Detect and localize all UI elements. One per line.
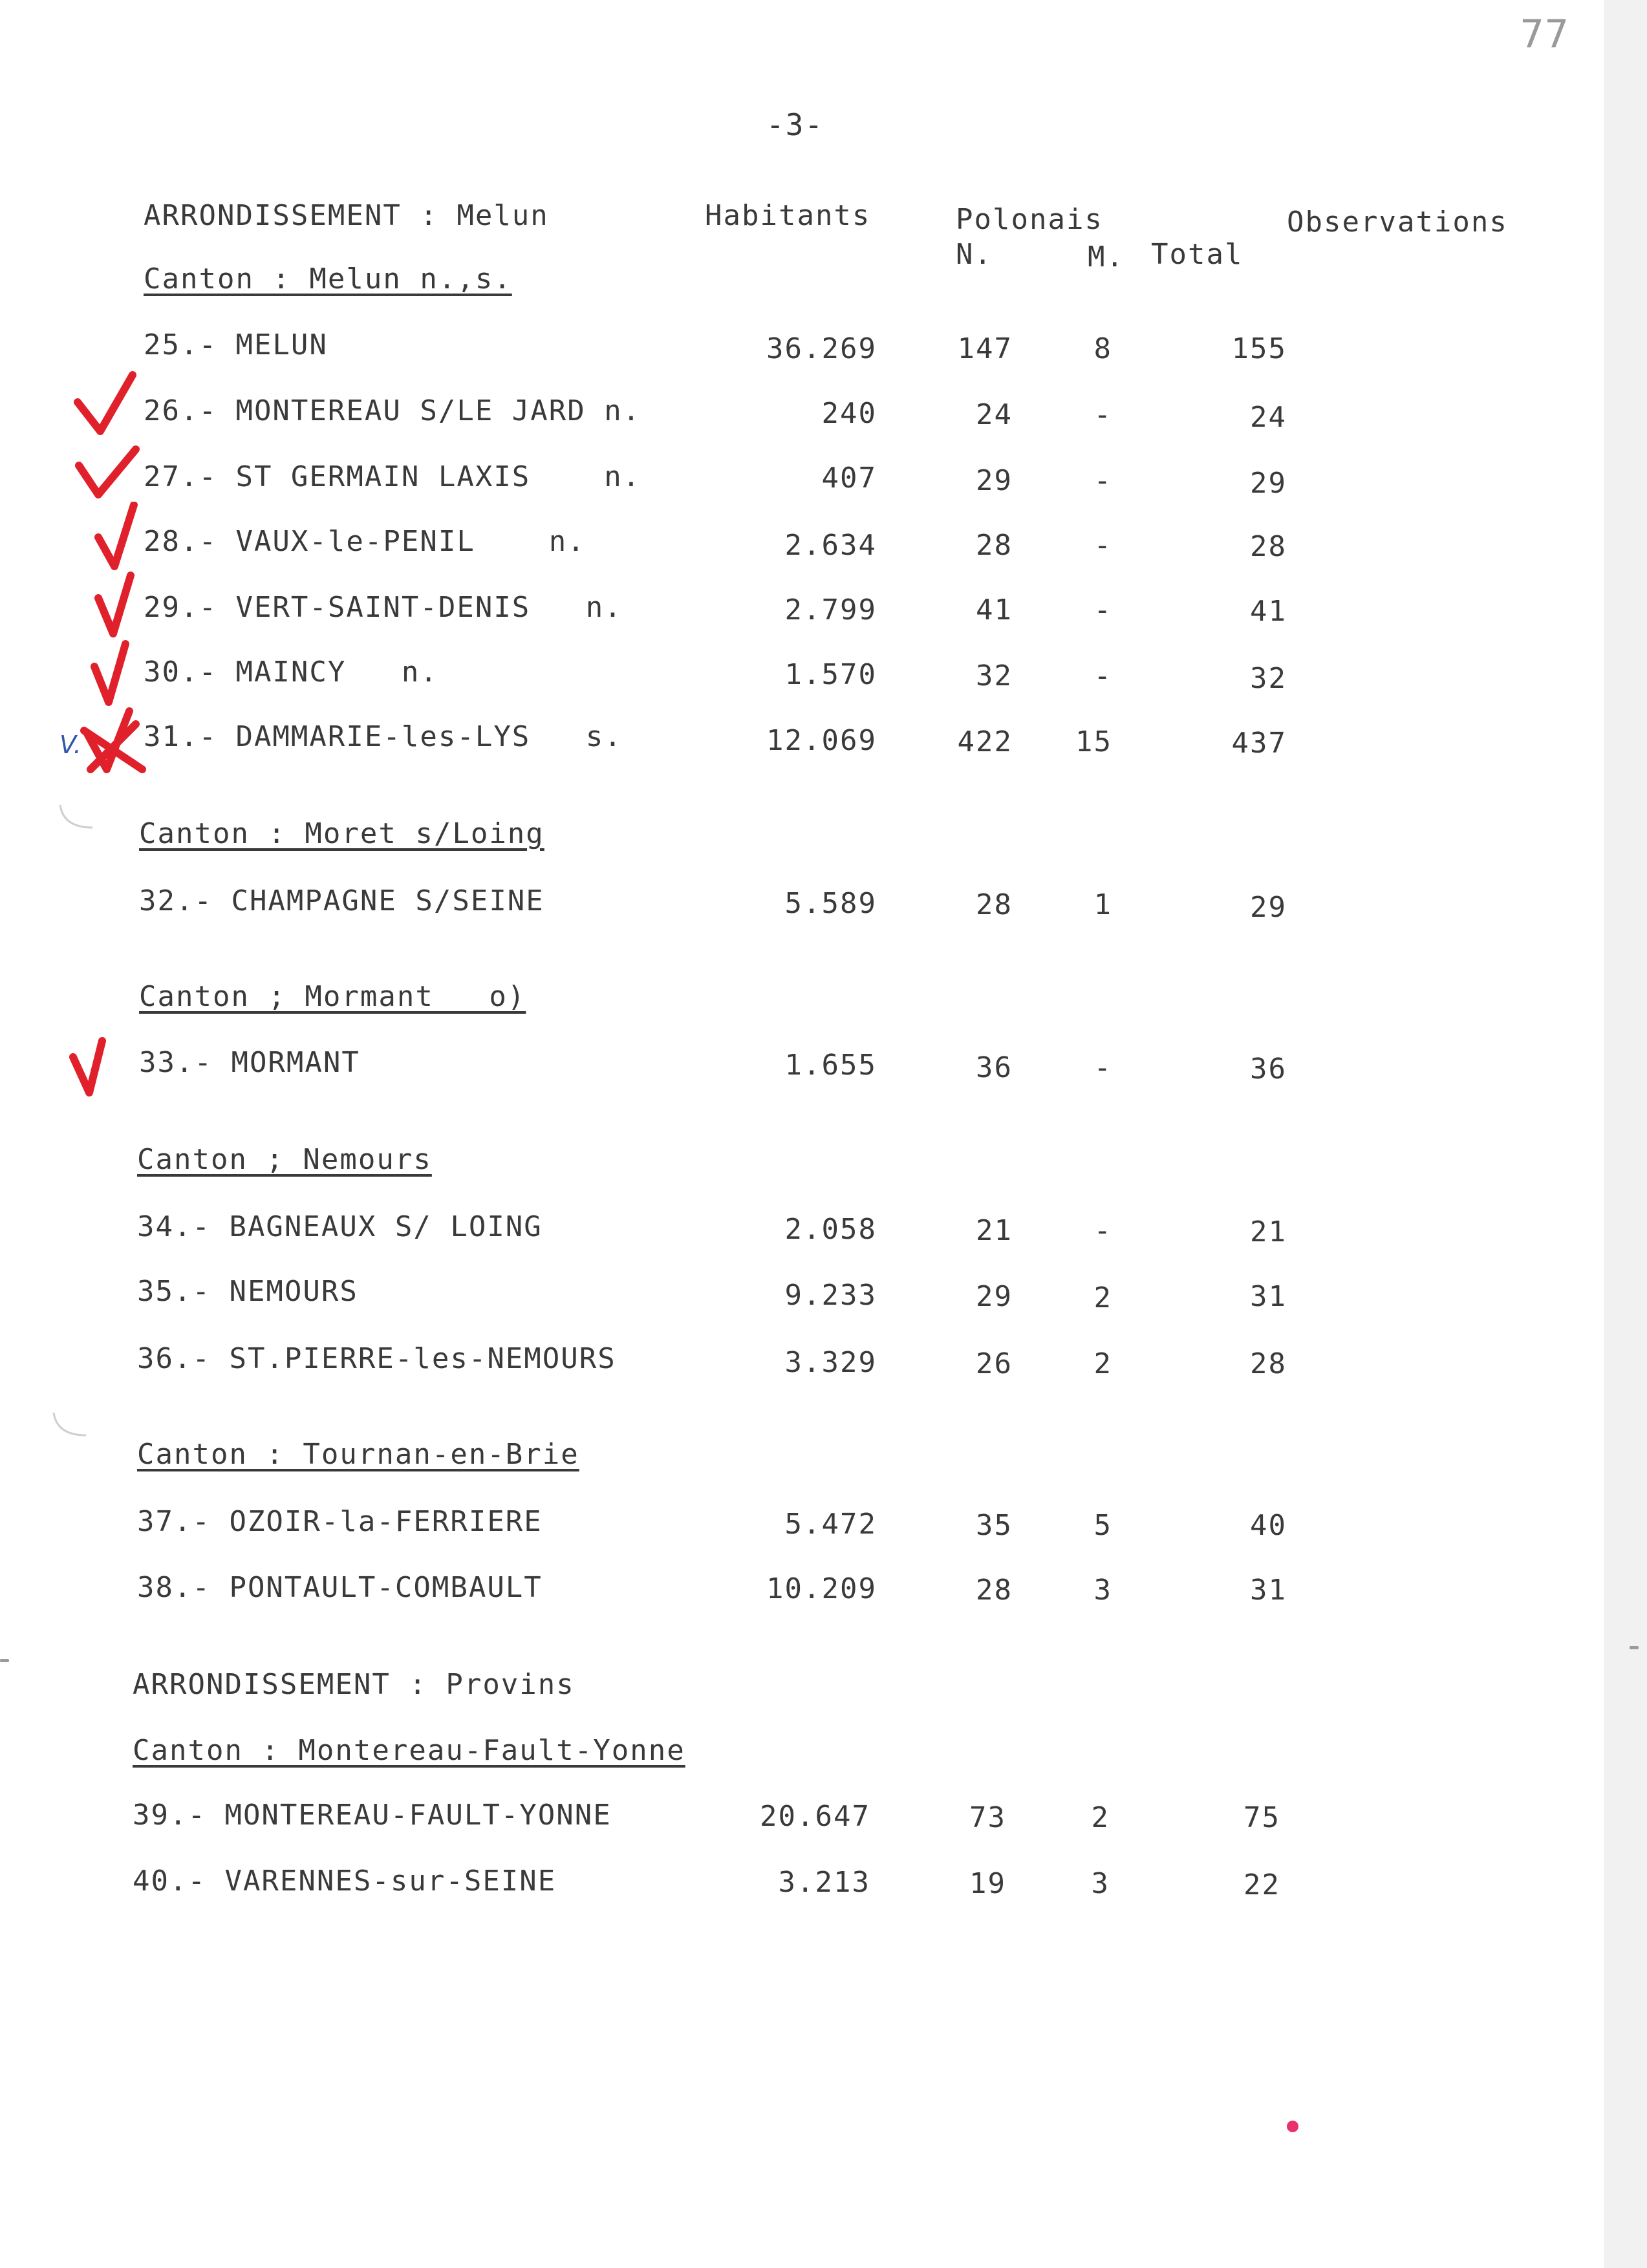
commune-label: 29.- VERT-SAINT-DENIS n. (144, 591, 623, 624)
habitants-value: 12.069 (766, 724, 877, 757)
polonais-m-value: 1 (1093, 888, 1112, 921)
red-checkmark-icon (63, 1034, 135, 1106)
polonais-n-value: 73 (969, 1801, 1006, 1834)
habitants-value: 5.589 (784, 887, 877, 920)
polonais-n-value: 26 (976, 1347, 1013, 1380)
polonais-n-value: 422 (957, 725, 1013, 758)
total-value: 155 (1231, 332, 1287, 365)
polonais-n-value: 21 (976, 1214, 1013, 1247)
commune-label: 38.- PONTAULT-COMBAULT (137, 1571, 543, 1604)
red-checkmark-icon (80, 637, 151, 709)
total-value: 437 (1231, 727, 1287, 760)
habitants-value: 10.209 (766, 1572, 877, 1605)
total-value: 29 (1250, 891, 1287, 924)
total-value: 22 (1243, 1868, 1280, 1901)
total-value: 29 (1250, 467, 1287, 500)
pink-ink-dot (1287, 2121, 1298, 2132)
canton-heading: Canton : Tournan-en-Brie (137, 1438, 579, 1471)
polonais-n-value: 28 (976, 888, 1013, 921)
edge-tick (1630, 1646, 1639, 1649)
polonais-n-value: 24 (976, 398, 1013, 431)
habitants-value: 1.655 (784, 1049, 877, 1082)
commune-label: 40.- VARENNES-sur-SEINE (133, 1865, 557, 1898)
corner-mark: 77 (1520, 12, 1569, 57)
total-value: 28 (1250, 530, 1287, 563)
polonais-m-value: - (1093, 464, 1112, 497)
total-value: 41 (1250, 595, 1287, 628)
punch-hole-mark (50, 1409, 89, 1448)
habitants-value: 5.472 (784, 1508, 877, 1541)
page-number: -3- (766, 107, 824, 142)
total-value: 75 (1243, 1801, 1280, 1834)
commune-label: 28.- VAUX-le-PENIL n. (144, 525, 586, 558)
habitants-value: 20.647 (760, 1800, 870, 1833)
polonais-n-value: 36 (976, 1051, 1013, 1084)
polonais-m-value: - (1093, 594, 1112, 626)
canton-heading: Canton : Montereau-Fault-Yonne (133, 1734, 685, 1767)
commune-label: 31.- DAMMARIE-les-LYS s. (144, 720, 623, 753)
commune-label: 39.- MONTEREAU-FAULT-YONNE (133, 1799, 612, 1832)
polonais-m-value: 2 (1093, 1347, 1112, 1380)
polonais-m-value: 8 (1093, 332, 1112, 365)
margin-letter: V. (59, 731, 81, 759)
total-value: 31 (1250, 1280, 1287, 1313)
commune-label: 36.- ST.PIERRE-les-NEMOURS (137, 1342, 616, 1375)
polonais-n-value: 32 (976, 659, 1013, 692)
canton-heading: Canton : Moret s/Loing (139, 817, 544, 850)
polonais-n-value: 41 (976, 594, 1013, 626)
commune-label: 33.- MORMANT (139, 1046, 360, 1079)
commune-label: 25.- MELUN (144, 328, 328, 361)
commune-label: 34.- BAGNEAUX S/ LOING (137, 1210, 543, 1243)
commune-label: 27.- ST GERMAIN LAXIS n. (144, 460, 641, 493)
red-crossed-checkmark-icon (78, 705, 149, 776)
commune-label: 35.- NEMOURS (137, 1275, 358, 1308)
polonais-m-value: 3 (1093, 1574, 1112, 1607)
habitants-value: 36.269 (766, 332, 877, 365)
polonais-n-value: 19 (969, 1867, 1006, 1900)
header-observations: Observations (1287, 206, 1508, 239)
total-value: 31 (1250, 1574, 1287, 1607)
total-value: 28 (1250, 1347, 1287, 1380)
polonais-m-value: - (1093, 1214, 1112, 1247)
edge-tick (0, 1659, 9, 1662)
commune-label: 32.- CHAMPAGNE S/SEINE (139, 884, 544, 917)
habitants-value: 9.233 (784, 1279, 877, 1312)
total-value: 40 (1250, 1509, 1287, 1542)
header-total: Total (1151, 238, 1243, 271)
polonais-m-value: 2 (1091, 1801, 1110, 1834)
habitants-value: 407 (821, 462, 877, 495)
polonais-n-value: 29 (976, 1280, 1013, 1313)
total-value: 36 (1250, 1053, 1287, 1086)
habitants-value: 2.634 (784, 529, 877, 562)
canton-heading: Canton : Melun n.,s. (144, 262, 512, 295)
canton-heading: Canton ; Nemours (137, 1143, 432, 1176)
red-checkmark-icon (85, 502, 156, 573)
polonais-m-value: 5 (1093, 1509, 1112, 1542)
total-value: 32 (1250, 662, 1287, 695)
scanner-edge (1604, 0, 1647, 2268)
arrondissement-provins-heading: ARRONDISSEMENT : Provins (133, 1668, 575, 1701)
polonais-m-value: 3 (1091, 1867, 1110, 1900)
red-checkmark-icon (71, 370, 142, 441)
canton-heading: Canton ; Mormant o) (139, 980, 526, 1013)
polonais-m-value: - (1093, 1051, 1112, 1084)
total-value: 24 (1250, 401, 1287, 434)
habitants-value: 3.213 (778, 1866, 870, 1899)
polonais-m-value: 2 (1093, 1281, 1112, 1314)
red-checkmark-icon (84, 569, 155, 640)
commune-label: 30.- MAINCY n. (144, 656, 438, 689)
commune-label: 26.- MONTEREAU S/LE JARD n. (144, 394, 641, 427)
punch-hole-mark (57, 802, 96, 840)
commune-label: 37.- OZOIR-la-FERRIERE (137, 1505, 543, 1538)
habitants-value: 240 (821, 397, 877, 430)
polonais-n-value: 29 (976, 464, 1013, 497)
polonais-n-value: 28 (976, 529, 1013, 562)
polonais-m-value: - (1093, 659, 1112, 692)
header-n: N. (956, 238, 993, 271)
header-habitants: Habitants (705, 199, 871, 232)
header-polonais: Polonais (956, 203, 1103, 236)
header-m: M. (1088, 241, 1125, 273)
habitants-value: 3.329 (784, 1346, 877, 1379)
habitants-value: 1.570 (784, 658, 877, 691)
polonais-m-value: - (1093, 529, 1112, 562)
total-value: 21 (1250, 1215, 1287, 1248)
polonais-m-value: 15 (1075, 725, 1112, 758)
habitants-value: 2.799 (784, 594, 877, 626)
polonais-n-value: 35 (976, 1509, 1013, 1542)
polonais-n-value: 28 (976, 1574, 1013, 1607)
polonais-m-value: - (1093, 398, 1112, 431)
arrondissement-melun-heading: ARRONDISSEMENT : Melun (144, 199, 549, 232)
red-checkmark-icon (71, 440, 142, 511)
habitants-value: 2.058 (784, 1213, 877, 1246)
polonais-n-value: 147 (957, 332, 1013, 365)
